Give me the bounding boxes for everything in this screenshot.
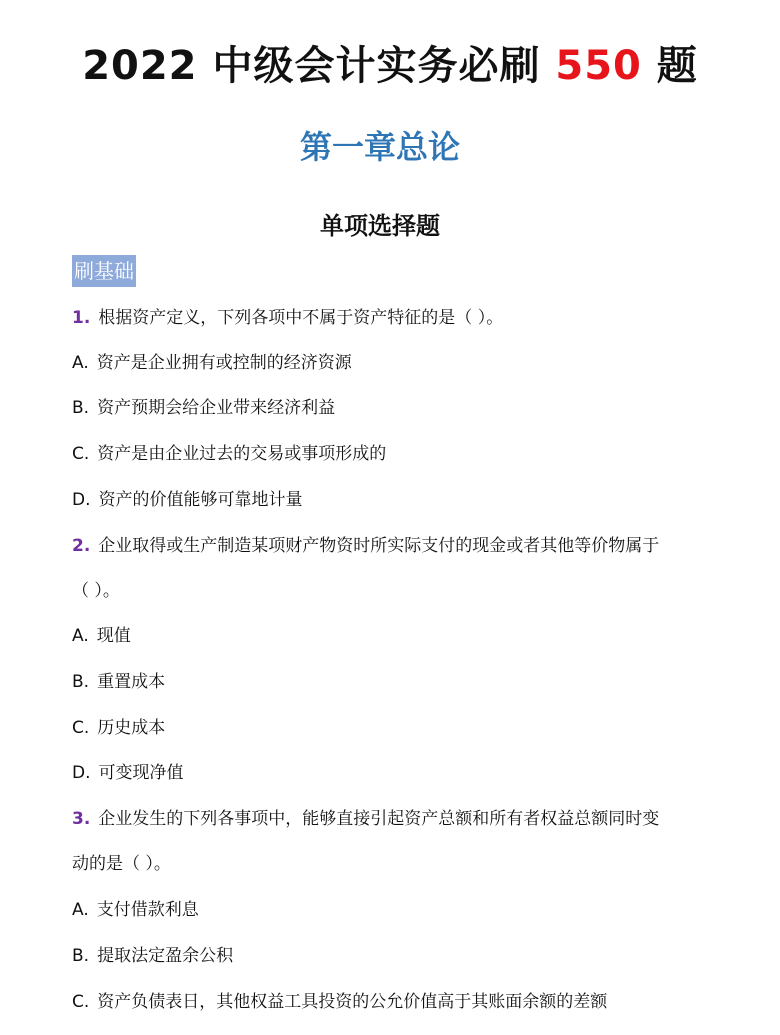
question-text: （ ）。	[72, 581, 120, 601]
question-stem	[72, 532, 659, 560]
option-letter: D.	[72, 763, 91, 783]
option	[72, 668, 165, 696]
question-number: 1.	[72, 308, 91, 328]
chapter-title: 第一章总论	[299, 128, 460, 166]
option	[72, 896, 199, 924]
option-letter: C.	[72, 718, 90, 738]
title-count: 550	[555, 43, 642, 89]
option-text: 资产是企业拥有或控制的经济资源	[96, 353, 352, 373]
level-tag: 刷基础	[72, 255, 136, 287]
option	[72, 759, 184, 787]
option-text: 可变现净值	[98, 763, 184, 783]
question-text: 动的是（ ）。	[72, 854, 171, 874]
option	[72, 394, 335, 422]
option-text: 资产负债表日，其他权益工具投资的公允价值高于其账面余额的差额	[97, 992, 608, 1012]
option-letter: A.	[72, 353, 89, 373]
title-suffix: 题	[641, 43, 698, 89]
question-text: 根据资产定义，下列各项中不属于资产特征的是（ ）。	[98, 308, 504, 328]
option	[72, 988, 607, 1016]
option-letter: B.	[72, 672, 90, 692]
option	[72, 440, 386, 468]
option-letter: C.	[72, 992, 90, 1012]
option-text: 资产是由企业过去的交易或事项形成的	[97, 444, 387, 464]
question-number: 3.	[72, 809, 91, 829]
option	[72, 349, 352, 377]
option	[72, 714, 165, 742]
title-prefix: 2022 中级会计实务必刷	[82, 43, 556, 89]
question-stem-continued	[72, 577, 120, 605]
question-stem-continued	[72, 850, 171, 878]
option-text: 现值	[96, 626, 131, 646]
option-letter: D.	[72, 490, 91, 510]
question-text: 企业发生的下列各事项中，能够直接引起资产总额和所有者权益总额同时变	[98, 809, 660, 829]
option-text: 资产的价值能够可靠地计量	[98, 490, 303, 510]
document-title	[0, 38, 780, 94]
option-letter: B.	[72, 398, 90, 418]
option	[72, 622, 131, 650]
option-text: 支付借款利息	[96, 900, 199, 920]
option-letter: B.	[72, 946, 90, 966]
question-stem	[72, 805, 659, 833]
option	[72, 486, 303, 514]
option-text: 提取法定盈余公积	[97, 946, 234, 966]
option-letter: C.	[72, 444, 90, 464]
option	[72, 942, 233, 970]
question-number: 2.	[72, 536, 91, 556]
option-letter: A.	[72, 626, 89, 646]
option-text: 重置成本	[97, 672, 166, 692]
question-stem	[72, 304, 503, 332]
option-text: 资产预期会给企业带来经济利益	[97, 398, 336, 418]
option-text: 历史成本	[97, 718, 166, 738]
option-letter: A.	[72, 900, 89, 920]
section-title: 单项选择题	[320, 212, 440, 240]
question-text: 企业取得或生产制造某项财产物资时所实际支付的现金或者其他等价物属于	[98, 536, 660, 556]
